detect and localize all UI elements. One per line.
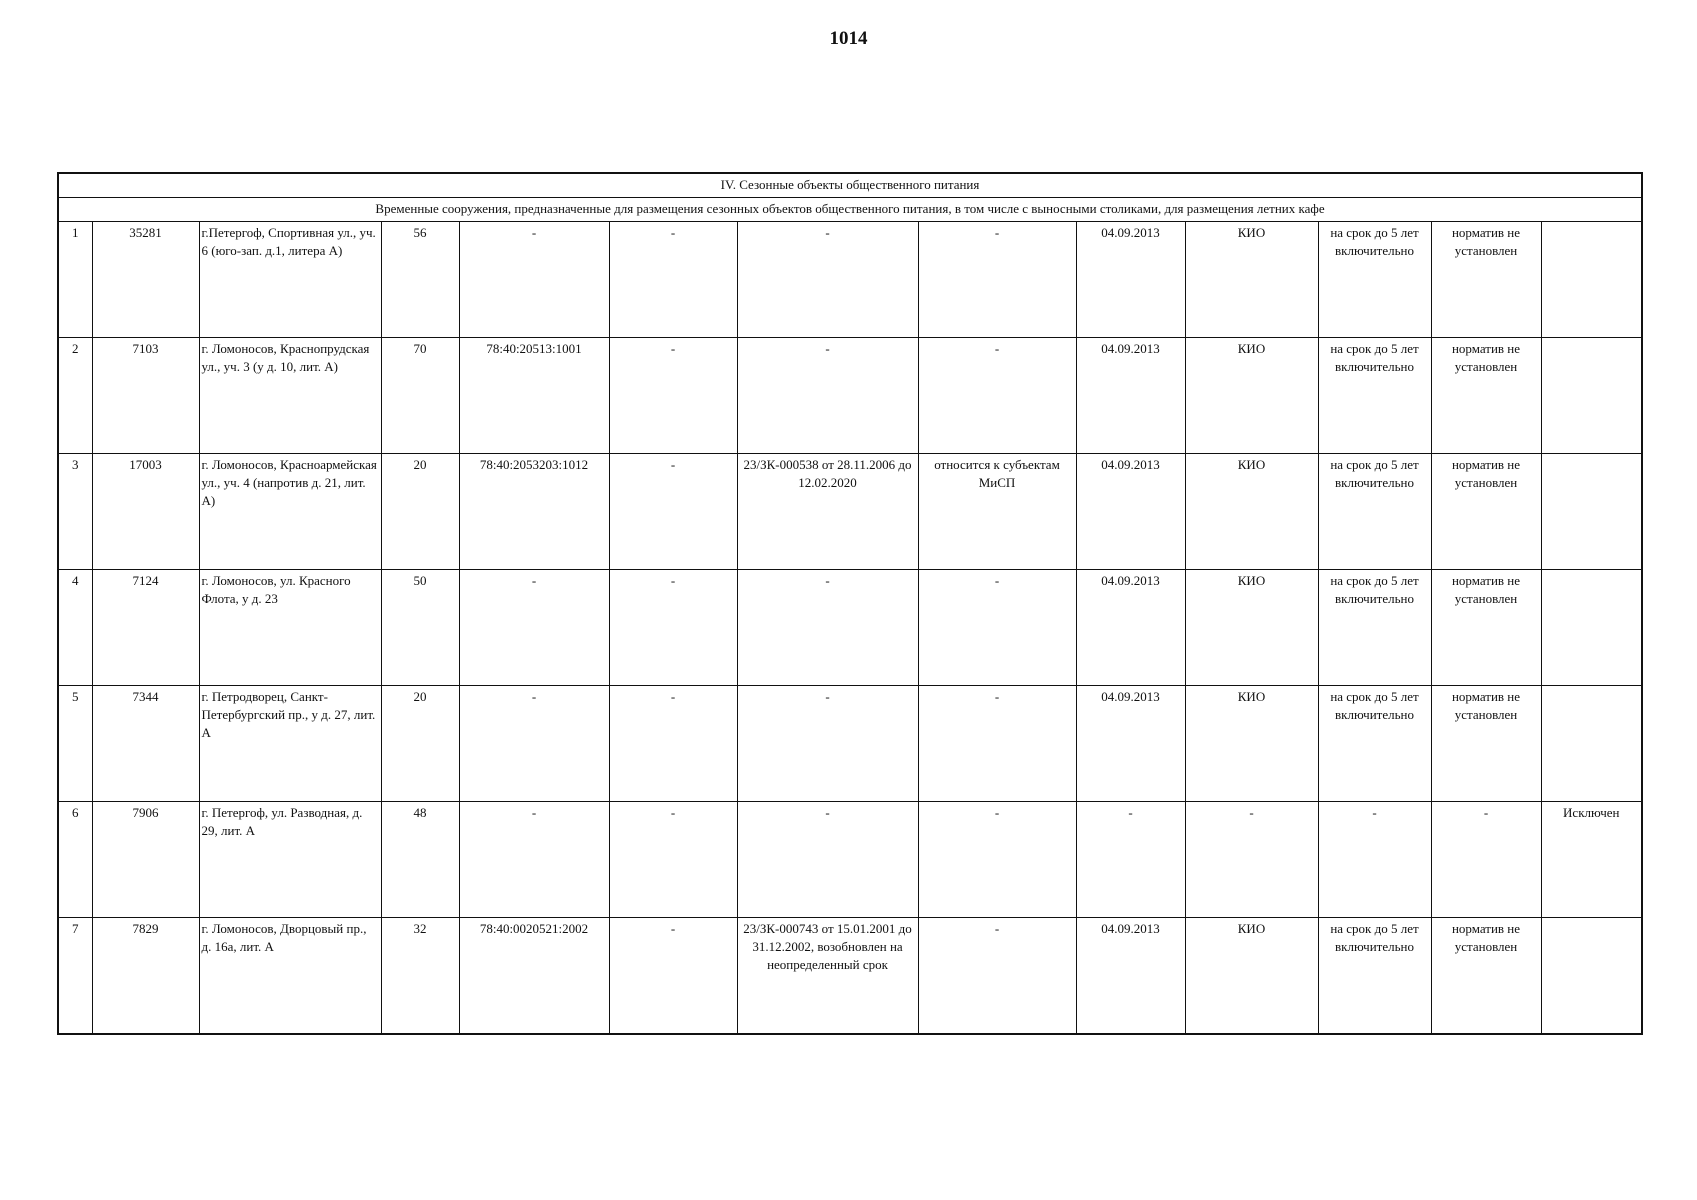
area-cell: 70 <box>381 338 459 454</box>
table-row <box>58 338 1642 454</box>
object-id-cell: 7344 <box>92 686 199 802</box>
smb-subject-cell: - <box>918 686 1076 802</box>
table-row <box>58 918 1642 1035</box>
term-cell: на срок до 5 лет включительно <box>1318 570 1431 686</box>
subsection-title: Временные сооружения, предназначенные для размещения сезонных объектов общественного питания, в том числе с выносными столиками, для размещения летних кафе <box>58 198 1642 222</box>
organization-cell: КИО <box>1185 918 1318 1035</box>
object-id-cell: 7124 <box>92 570 199 686</box>
address-cell: г. Петродворец, Санкт-Петербургский пр., у д. 27, лит. А <box>199 686 381 802</box>
registry-table <box>57 172 1643 1035</box>
address-cell: г. Ломоносов, Дворцовый пр., д. 16а, лит. А <box>199 918 381 1035</box>
area-cell: 32 <box>381 918 459 1035</box>
date-cell: 04.09.2013 <box>1076 686 1185 802</box>
contract-cell: - <box>737 686 918 802</box>
cadastral-number-cell: - <box>459 686 609 802</box>
column-6-cell: - <box>609 802 737 918</box>
organization-cell: КИО <box>1185 222 1318 338</box>
date-cell: 04.09.2013 <box>1076 918 1185 1035</box>
object-id-cell: 35281 <box>92 222 199 338</box>
date-cell: 04.09.2013 <box>1076 222 1185 338</box>
date-cell: 04.09.2013 <box>1076 570 1185 686</box>
object-id-cell: 7103 <box>92 338 199 454</box>
column-6-cell: - <box>609 338 737 454</box>
row-number-cell: 4 <box>58 570 92 686</box>
contract-cell: 23/ЗК-000743 от 15.01.2001 до 31.12.2002, возобновлен на неопределенный срок <box>737 918 918 1035</box>
contract-cell: - <box>737 222 918 338</box>
term-cell: на срок до 5 лет включительно <box>1318 918 1431 1035</box>
section-header-row <box>58 173 1642 198</box>
area-cell: 56 <box>381 222 459 338</box>
note-cell <box>1541 454 1642 570</box>
note-cell <box>1541 222 1642 338</box>
cadastral-number-cell: 78:40:0020521:2002 <box>459 918 609 1035</box>
area-cell: 20 <box>381 686 459 802</box>
row-number-cell: 3 <box>58 454 92 570</box>
area-cell: 20 <box>381 454 459 570</box>
cadastral-number-cell: - <box>459 222 609 338</box>
cadastral-number-cell: - <box>459 802 609 918</box>
row-number-cell: 7 <box>58 918 92 1035</box>
note-cell <box>1541 918 1642 1035</box>
object-id-cell: 7906 <box>92 802 199 918</box>
smb-subject-cell: - <box>918 338 1076 454</box>
address-cell: г. Ломоносов, Краснопрудская ул., уч. 3 (у д. 10, лит. А) <box>199 338 381 454</box>
row-number-cell: 5 <box>58 686 92 802</box>
norm-cell: норматив не установлен <box>1431 918 1541 1035</box>
smb-subject-cell: - <box>918 918 1076 1035</box>
column-6-cell: - <box>609 454 737 570</box>
norm-cell: норматив не установлен <box>1431 570 1541 686</box>
note-cell: Исключен <box>1541 802 1642 918</box>
smb-subject-cell: - <box>918 222 1076 338</box>
section-title: IV. Сезонные объекты общественного питания <box>58 173 1642 198</box>
column-6-cell: - <box>609 222 737 338</box>
cadastral-number-cell: - <box>459 570 609 686</box>
date-cell: 04.09.2013 <box>1076 454 1185 570</box>
cadastral-number-cell: 78:40:20513:1001 <box>459 338 609 454</box>
smb-subject-cell: относится к субъектам МиСП <box>918 454 1076 570</box>
smb-subject-cell: - <box>918 570 1076 686</box>
table-row <box>58 686 1642 802</box>
cadastral-number-cell: 78:40:2053203:1012 <box>459 454 609 570</box>
table-row <box>58 222 1642 338</box>
address-cell: г. Ломоносов, ул. Красного Флота, у д. 23 <box>199 570 381 686</box>
term-cell: на срок до 5 лет включительно <box>1318 338 1431 454</box>
row-number-cell: 2 <box>58 338 92 454</box>
term-cell: на срок до 5 лет включительно <box>1318 222 1431 338</box>
address-cell: г. Ломоносов, Красноармейская ул., уч. 4 (напротив д. 21, лит. А) <box>199 454 381 570</box>
table-row <box>58 802 1642 918</box>
norm-cell: норматив не установлен <box>1431 686 1541 802</box>
contract-cell: - <box>737 570 918 686</box>
object-id-cell: 7829 <box>92 918 199 1035</box>
norm-cell: норматив не установлен <box>1431 338 1541 454</box>
table-row <box>58 570 1642 686</box>
column-6-cell: - <box>609 570 737 686</box>
row-number-cell: 6 <box>58 802 92 918</box>
note-cell <box>1541 338 1642 454</box>
row-number-cell: 1 <box>58 222 92 338</box>
term-cell: на срок до 5 лет включительно <box>1318 686 1431 802</box>
term-cell: на срок до 5 лет включительно <box>1318 454 1431 570</box>
organization-cell: КИО <box>1185 454 1318 570</box>
contract-cell: - <box>737 802 918 918</box>
smb-subject-cell: - <box>918 802 1076 918</box>
contract-cell: - <box>737 338 918 454</box>
subsection-header-row <box>58 198 1642 222</box>
organization-cell: КИО <box>1185 338 1318 454</box>
area-cell: 50 <box>381 570 459 686</box>
norm-cell: норматив не установлен <box>1431 454 1541 570</box>
date-cell: - <box>1076 802 1185 918</box>
note-cell <box>1541 686 1642 802</box>
organization-cell: КИО <box>1185 570 1318 686</box>
table-row <box>58 454 1642 570</box>
note-cell <box>1541 570 1642 686</box>
term-cell: - <box>1318 802 1431 918</box>
organization-cell: КИО <box>1185 686 1318 802</box>
organization-cell: - <box>1185 802 1318 918</box>
area-cell: 48 <box>381 802 459 918</box>
contract-cell: 23/ЗК-000538 от 28.11.2006 до 12.02.2020 <box>737 454 918 570</box>
address-cell: г. Петергоф, ул. Разводная, д. 29, лит. А <box>199 802 381 918</box>
column-6-cell: - <box>609 686 737 802</box>
page-number: 1014 <box>829 28 868 49</box>
norm-cell: норматив не установлен <box>1431 222 1541 338</box>
address-cell: г.Петергоф, Спортивная ул., уч. 6 (юго-зап. д.1, литера А) <box>199 222 381 338</box>
date-cell: 04.09.2013 <box>1076 338 1185 454</box>
column-6-cell: - <box>609 918 737 1035</box>
object-id-cell: 17003 <box>92 454 199 570</box>
norm-cell: - <box>1431 802 1541 918</box>
